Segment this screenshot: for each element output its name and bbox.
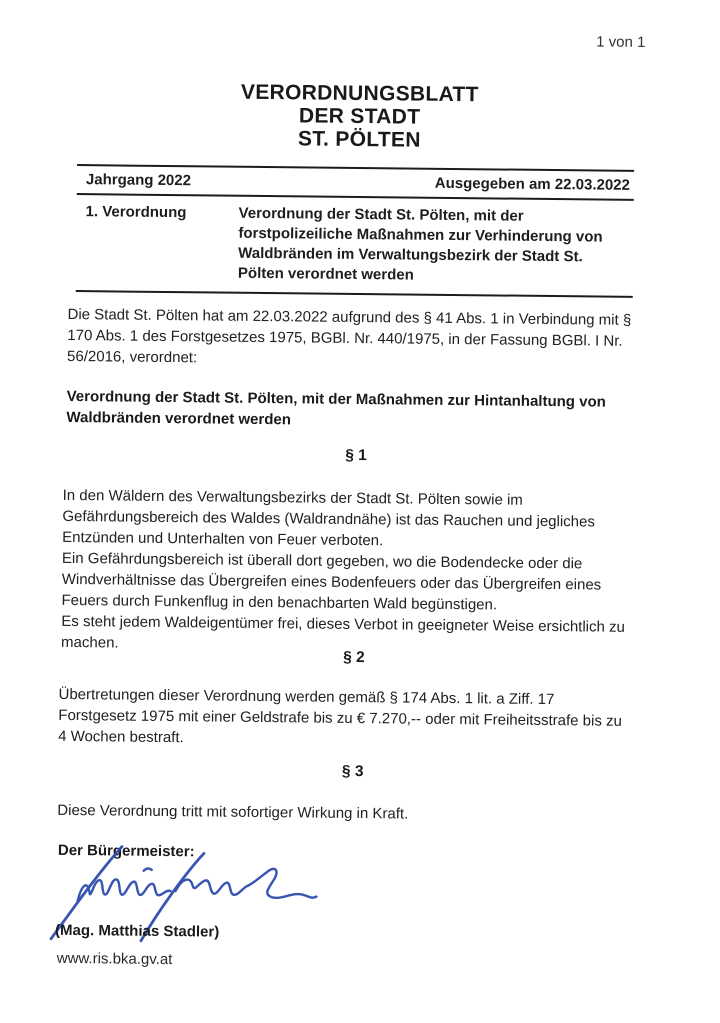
year-label: Jahrgang 2022: [85, 171, 192, 190]
section-2-body: Übertretungen dieser Verordnung werden gemäß § 174 Abs. 1 lit. a Ziff. 17 Forstgesetz 1975 mit einer Geldstrafe bis zu € 7.270,-- oder mit Freiheitsstrafe bis zu 4 Wochen bestraft.: [58, 685, 622, 747]
document-title: [0, 78, 720, 155]
intro-paragraph: Die Stadt St. Pölten hat am 22.03.2022 aufgrund des § 41 Abs. 1 in Verbindung mit § 170 Abs. 1 des Forstgesetzes 1975, BGBl. Nr. 440/1975, in der Fassung BGBl. I Nr. 56/2016, verordnet:: [67, 305, 632, 367]
page-indicator: 1 von 1: [596, 33, 646, 51]
section-3-heading: § 3: [341, 762, 364, 781]
issued-label: Ausgegeben am 22.03.2022: [434, 174, 631, 194]
signature-role-label: Der Bürgermeister:: [57, 841, 195, 861]
masthead-table: [76, 164, 634, 298]
entry-title: Verordnung der Stadt St. Pölten, mit der forstpolizeiliche Maßnahmen zur Verhinderung von Waldbränden im Verwaltungsbezirk der Stadt St. Pölten verordnet werden: [237, 204, 603, 284]
masthead-row-entry: [76, 195, 634, 296]
document-title-line-2: DER STADT: [298, 104, 421, 129]
section-1-body: In den Wäldern des Verwaltungsbezirks der Stadt St. Pölten sowie im Gefährdungsbereich des Waldes (Waldrandnähe) ist das Rauchen und jegliches Entzünden und Unterhalten von Feuer verboten. Ein Gefährdungsbereich ist überall dort gegeben, wo die Bodendecke oder die Windverhältnisse das Übergreifen eines Bodenfeuers oder das Übergreifen eines Feuers durch Funkenflug in den benachbarten Wald begünstigen. Es steht jedem Waldeigentümer frei, dieses Verbot in geeigneter Weise ersichtlich zu machen.: [61, 486, 625, 652]
decree-title: Verordnung der Stadt St. Pölten, mit der Maßnahmen zur Hintanhaltung von Waldbränden verordnet werden: [66, 387, 606, 429]
signer-name: (Mag. Matthias Stadler): [54, 921, 220, 941]
footer-url: www.ris.bka.gv.at: [56, 949, 173, 969]
section-1-heading: § 1: [345, 446, 367, 465]
entry-number: 1. Verordnung: [85, 203, 187, 222]
section-3-body: Diese Verordnung tritt mit sofortiger Wirkung in Kraft.: [57, 801, 409, 823]
document-title-line-1: VERORDNUNGSBLATT: [240, 80, 479, 107]
section-2-heading: § 2: [343, 648, 365, 667]
document-title-line-3: ST. PÖLTEN: [297, 127, 421, 152]
